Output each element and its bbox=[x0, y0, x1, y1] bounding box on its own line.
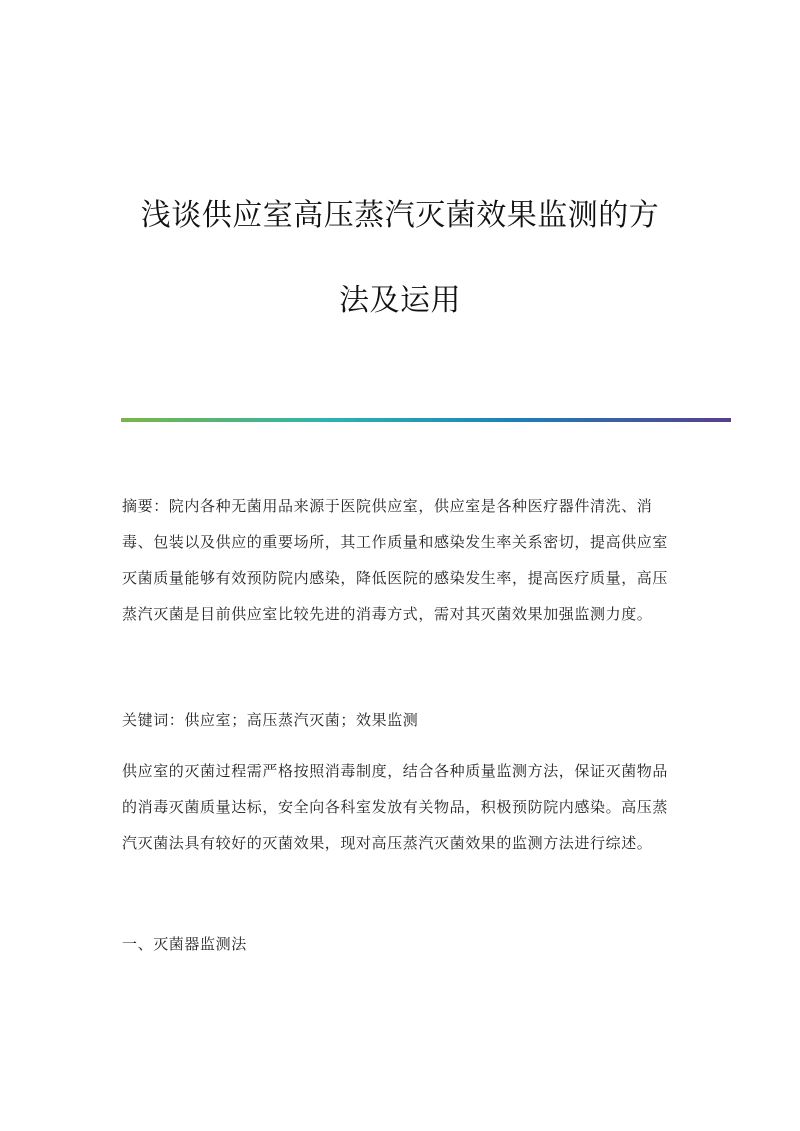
intro-paragraph: 供应室的灭菌过程需严格按照消毒制度，结合各种质量监测方法，保证灭菌物品的消毒灭菌质量达标，安全向各科室发放有关物品，积极预防院内感染。高压蒸汽灭菌法具有较好的灭菌效果，现对高压蒸汽灭菌效果的监测方法进行综述。 bbox=[122, 762, 669, 852]
abstract-paragraph: 摘要：院内各种无菌用品来源于医院供应室，供应室是各种医疗器件清洗、消毒、包装以及供应的重要场所，其工作质量和感染发生率关系密切，提高供应室灭菌质量能够有效预防院内感染，降低医院的感染发生率，提高医疗质量，高压蒸汽灭菌是目前供应室比较先进的消毒方式，需对其灭菌效果加强监测力度。 bbox=[122, 497, 669, 623]
document-title-line-2: 法及运用 bbox=[339, 283, 461, 318]
gradient-divider bbox=[121, 418, 731, 422]
document-title-line-1: 浅谈供应室高压蒸汽灭菌效果监测的方 bbox=[140, 198, 660, 233]
section-heading: 一、灭菌器监测法 bbox=[122, 935, 247, 953]
keywords-line: 关键词：供应室；高压蒸汽灭菌；效果监测 bbox=[122, 711, 419, 729]
